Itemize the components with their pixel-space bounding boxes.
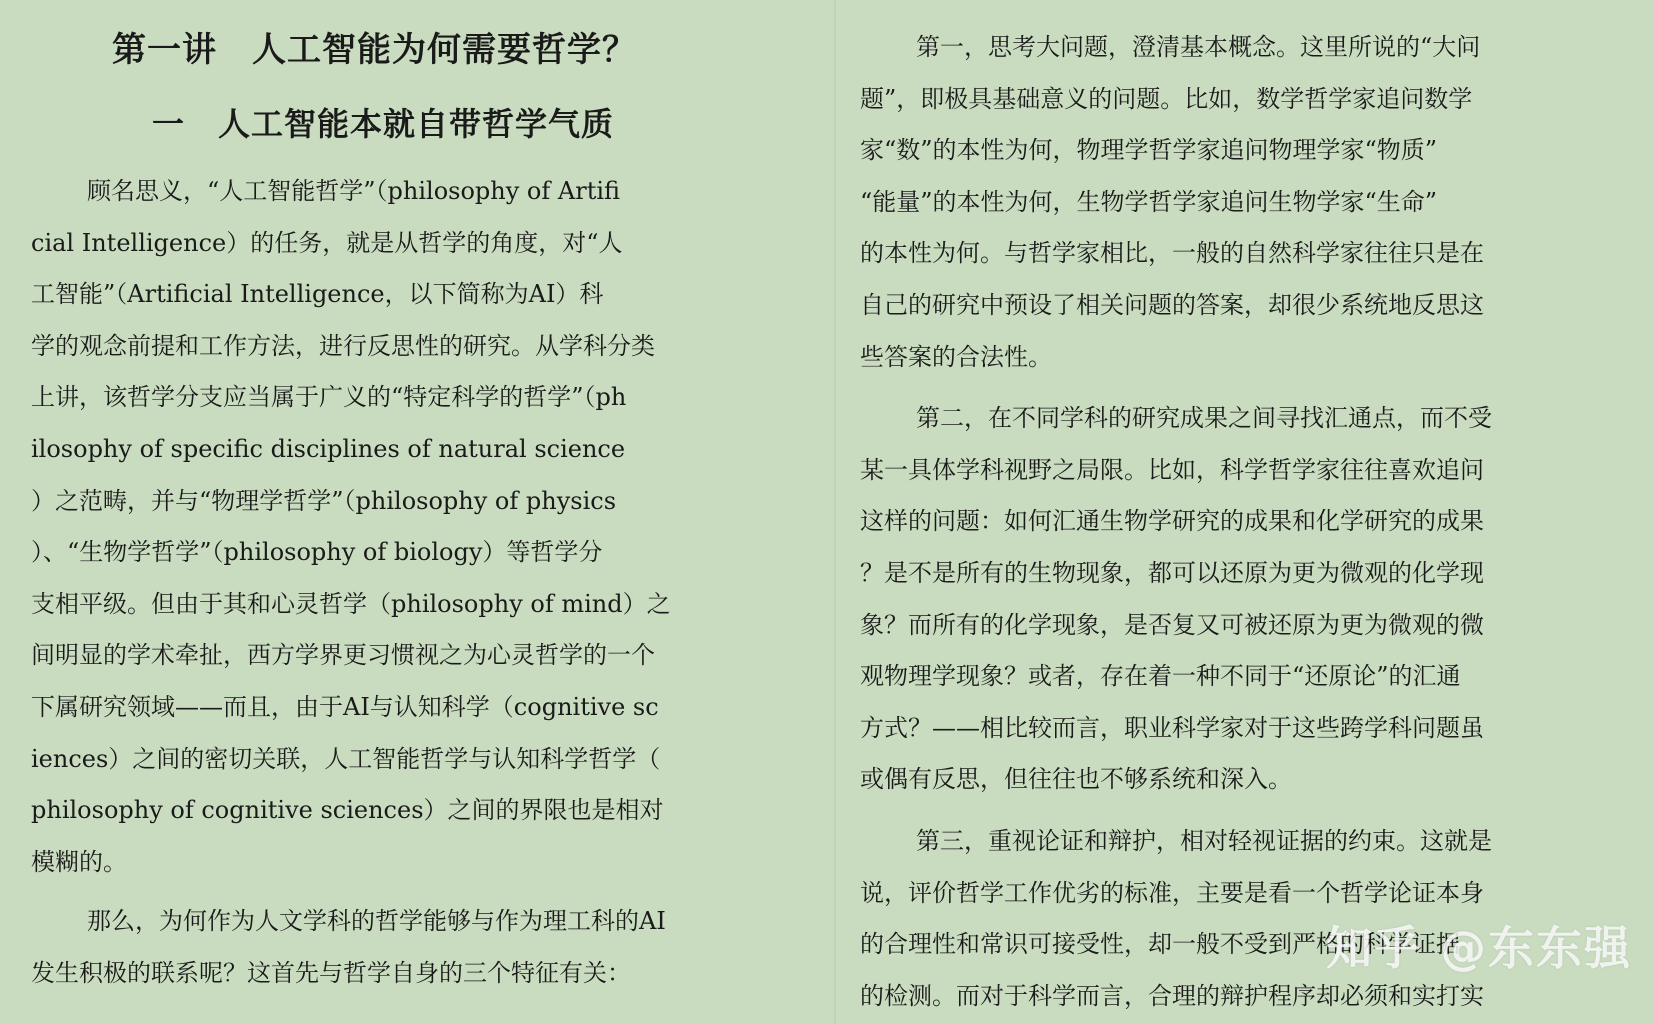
watermark-text: 知乎 @东东强 <box>1325 921 1632 975</box>
text-line: 那么，为何作为人文学科的哲学能够与作为理工科的AI <box>87 907 666 936</box>
text-line: 下属研究领域——而且，由于AI与认知科学（cognitive sc <box>31 692 659 721</box>
text-line: 说，评价哲学工作优劣的标准，主要是看一个哲学论证本身 <box>860 878 1484 907</box>
watermark <box>1326 912 1632 978</box>
paragraph <box>31 166 761 888</box>
text-line: 自己的研究中预设了相关问题的答案，却很少系统地反思这 <box>860 290 1484 319</box>
text-line: 象？而所有的化学现象，是否复又可被还原为更为微观的微 <box>860 610 1484 639</box>
text-line: 些答案的合法性。 <box>860 342 1052 371</box>
right-body <box>860 22 1588 1022</box>
text-line: 的检测。而对于科学而言，合理的辩护程序却必须和实打实 <box>860 981 1484 1010</box>
text-line: 题”，即极具基础意义的问题。比如，数学哲学家追问数学 <box>860 84 1473 113</box>
paragraph <box>31 896 761 999</box>
left-body <box>31 166 761 1000</box>
text-line: iences）之间的密切关联，人工智能哲学与认知科学哲学（ <box>31 744 661 773</box>
text-line: 模糊的。 <box>31 847 127 876</box>
text-line: 方式？——相比较而言，职业科学家对于这些跨学科问题虽 <box>860 713 1484 742</box>
text-line: 上讲，该哲学分支应当属于广义的“特定科学的哲学”（ph <box>31 383 627 412</box>
text-line: 第二，在不同学科的研究成果之间寻找汇通点，而不受 <box>916 404 1492 433</box>
text-line: 家“数”的本性为何，物理学哲学家追问物理学家“物质” <box>860 136 1438 165</box>
text-line: “能量”的本性为何，生物学哲学家追问生物学家“生命” <box>860 187 1438 216</box>
text-line: 这样的问题：如何汇通生物学研究的成果和化学研究的成果 <box>860 507 1484 536</box>
chapter-title: 第一讲 人工智能为何需要哲学？ <box>112 30 637 70</box>
text-line: 学的观念前提和工作方法，进行反思性的研究。从学科分类 <box>31 331 655 360</box>
text-line: ）、“生物学哲学”（philosophy of biology）等哲学分 <box>31 538 603 567</box>
text-line: 发生积极的联系呢？这首先与哲学自身的三个特征有关： <box>31 958 631 987</box>
text-line: 某一具体学科视野之局限。比如，科学哲学家往往喜欢追问 <box>860 455 1484 484</box>
text-line: 顾名思义，“人工智能哲学”（philosophy of Artifi <box>87 177 621 205</box>
text-line: ？是不是所有的生物现象，都可以还原为更为微观的化学现 <box>860 558 1484 587</box>
text-line: 第三，重视论证和辩护，相对轻视证据的约束。这就是 <box>916 826 1492 855</box>
text-line: 观物理学现象？或者，存在着一种不同于“还原论”的汇通 <box>860 662 1461 691</box>
right-page <box>836 0 1654 1024</box>
text-line: 支相平级。但由于其和心灵哲学（philosophy of mind）之 <box>31 589 671 618</box>
text-line: 的本性为何。与哲学家相比，一般的自然科学家往往只是在 <box>860 239 1484 268</box>
text-line: 间明显的学术牵扯，西方学界更习惯视之为心灵哲学的一个 <box>31 641 655 670</box>
section-title: 一 人工智能本就自带哲学气质 <box>152 105 615 143</box>
text-line: 第一，思考大问题，澄清基本概念。这里所说的“大问 <box>916 33 1481 61</box>
paragraph <box>860 22 1588 383</box>
text-line: philosophy of cognitive sciences）之间的界限也是相对 <box>31 796 664 825</box>
text-line: 工智能”（Artificial Intelligence，以下简称为AI）科 <box>31 280 604 309</box>
text-line: ilosophy of specific disciplines of natural science <box>31 434 626 463</box>
text-line: cial Intelligence）的任务，就是从哲学的角度，对“人 <box>31 228 623 257</box>
text-line: 的合理性和常识可接受性，却一般不受到严格的科学证据 <box>860 930 1460 959</box>
text-line: ）之范畴，并与“物理学哲学”（philosophy of physics <box>31 486 617 515</box>
paragraph <box>860 393 1588 806</box>
text-line: 或偶有反思，但往往也不够系统和深入。 <box>860 765 1292 794</box>
